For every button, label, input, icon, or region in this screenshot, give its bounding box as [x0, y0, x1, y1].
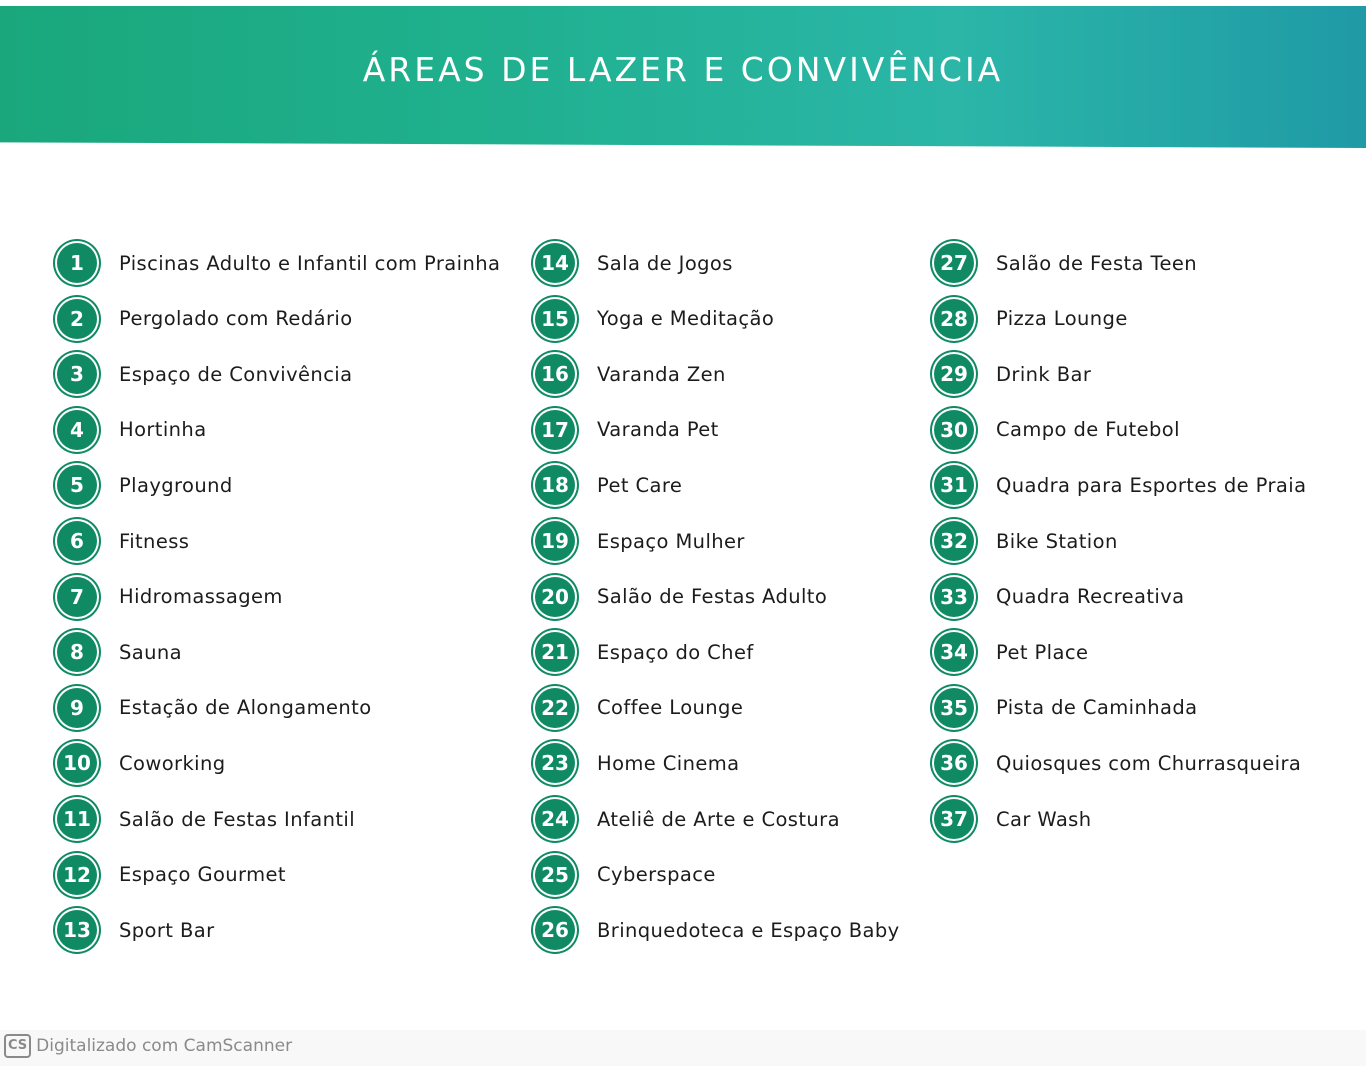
list-item	[535, 241, 733, 285]
item-label: Pet Care	[597, 473, 683, 497]
list-item	[57, 741, 226, 785]
item-label: Drink Bar	[996, 362, 1092, 386]
item-label: Espaço do Chef	[597, 640, 754, 664]
item-number-badge: 25	[535, 855, 575, 895]
item-number-badge: 9	[57, 688, 97, 728]
list-item	[934, 575, 1184, 619]
list-item	[934, 463, 1306, 507]
item-label: Varanda Zen	[597, 362, 726, 386]
item-number-badge: 20	[535, 577, 575, 617]
list-item	[535, 797, 840, 841]
list-item	[535, 519, 745, 563]
item-number-badge: 37	[934, 799, 974, 839]
list-item	[934, 741, 1301, 785]
item-label: Espaço Mulher	[597, 529, 745, 553]
item-label: Quadra para Esportes de Praia	[996, 473, 1307, 497]
item-number-badge: 13	[57, 910, 97, 950]
item-label: Playground	[119, 473, 233, 497]
list-item	[57, 630, 182, 674]
list-item	[535, 297, 774, 341]
item-number-badge: 3	[57, 354, 97, 394]
list-item	[57, 408, 207, 452]
list-item	[535, 630, 754, 674]
item-number-badge: 30	[934, 410, 974, 450]
item-number-badge: 31	[934, 465, 974, 505]
item-number-badge: 6	[57, 521, 97, 561]
item-label: Varanda Pet	[597, 418, 719, 442]
list-item	[535, 575, 827, 619]
list-item	[535, 908, 900, 952]
item-label: Brinquedoteca e Espaço Baby	[597, 918, 900, 942]
item-label: Sala de Jogos	[597, 251, 733, 275]
item-number-badge: 11	[57, 799, 97, 839]
page-title: ÁREAS DE LAZER E CONVIVÊNCIA	[362, 50, 1004, 89]
list-item	[57, 908, 215, 952]
list-item	[57, 519, 189, 563]
item-label: Piscinas Adulto e Infantil com Prainha	[119, 251, 501, 275]
list-item	[535, 853, 716, 897]
item-label: Campo de Futebol	[996, 418, 1180, 442]
list-item	[535, 741, 740, 785]
list-item	[57, 575, 283, 619]
list-item	[535, 352, 726, 396]
item-number-badge: 28	[934, 299, 974, 339]
item-number-badge: 22	[535, 688, 575, 728]
list-item	[934, 519, 1118, 563]
list-item	[57, 853, 286, 897]
item-number-badge: 21	[535, 632, 575, 672]
item-number-badge: 23	[535, 743, 575, 783]
item-number-badge: 1	[57, 243, 97, 283]
item-label: Sport Bar	[119, 918, 215, 942]
item-label: Car Wash	[996, 807, 1092, 831]
item-label: Salão de Festas Infantil	[119, 807, 356, 831]
item-label: Pista de Caminhada	[996, 696, 1198, 720]
item-number-badge: 10	[57, 743, 97, 783]
list-item	[535, 463, 682, 507]
item-label: Estação de Alongamento	[119, 696, 372, 720]
item-label: Cyberspace	[597, 863, 716, 887]
item-label: Hidromassagem	[119, 585, 283, 609]
item-label: Espaço de Convivência	[119, 362, 353, 386]
item-number-badge: 26	[535, 910, 575, 950]
item-number-badge: 29	[934, 354, 974, 394]
item-label: Ateliê de Arte e Costura	[597, 807, 840, 831]
item-label: Fitness	[119, 529, 190, 553]
item-number-badge: 19	[535, 521, 575, 561]
list-item	[934, 686, 1197, 730]
item-label: Pergolado com Redário	[119, 307, 353, 331]
item-label: Coffee Lounge	[597, 696, 744, 720]
item-number-badge: 14	[535, 243, 575, 283]
item-number-badge: 2	[57, 299, 97, 339]
item-label: Sauna	[119, 640, 182, 664]
item-number-badge: 32	[934, 521, 974, 561]
item-label: Espaço Gourmet	[119, 863, 286, 887]
list-item	[57, 241, 500, 285]
item-label: Pet Place	[996, 640, 1089, 664]
item-number-badge: 35	[934, 688, 974, 728]
item-number-badge: 4	[57, 410, 97, 450]
item-number-badge: 12	[57, 855, 97, 895]
item-number-badge: 17	[535, 410, 575, 450]
item-number-badge: 8	[57, 632, 97, 672]
item-label: Yoga e Meditação	[597, 307, 775, 331]
item-label: Home Cinema	[597, 751, 740, 775]
list-item	[934, 408, 1180, 452]
list-item	[934, 297, 1128, 341]
item-label: Quiosques com Churrasqueira	[996, 751, 1302, 775]
item-label: Pizza Lounge	[996, 307, 1128, 331]
list-item	[934, 797, 1091, 841]
scanner-watermark	[4, 1034, 292, 1058]
item-number-badge: 33	[934, 577, 974, 617]
list-item	[535, 686, 743, 730]
item-number-badge: 27	[934, 243, 974, 283]
item-number-badge: 24	[535, 799, 575, 839]
list-item	[934, 630, 1088, 674]
item-label: Bike Station	[996, 529, 1118, 553]
item-label: Salão de Festas Adulto	[597, 585, 828, 609]
list-item	[57, 463, 233, 507]
item-label: Quadra Recreativa	[996, 585, 1185, 609]
list-item	[57, 297, 353, 341]
item-number-badge: 18	[535, 465, 575, 505]
item-number-badge: 16	[535, 354, 575, 394]
list-item	[57, 352, 352, 396]
list-item	[57, 686, 372, 730]
item-label: Coworking	[119, 751, 226, 775]
list-item	[934, 352, 1091, 396]
list-item	[934, 241, 1197, 285]
item-number-badge: 7	[57, 577, 97, 617]
item-number-badge: 36	[934, 743, 974, 783]
item-number-badge: 15	[535, 299, 575, 339]
list-item	[535, 408, 719, 452]
item-number-badge: 34	[934, 632, 974, 672]
item-label: Salão de Festa Teen	[996, 251, 1198, 275]
watermark-text: Digitalizado com CamScanner	[36, 1036, 293, 1056]
camscanner-logo-icon: CS	[4, 1034, 31, 1058]
item-number-badge: 5	[57, 465, 97, 505]
item-label: Hortinha	[119, 418, 207, 442]
list-item	[57, 797, 355, 841]
